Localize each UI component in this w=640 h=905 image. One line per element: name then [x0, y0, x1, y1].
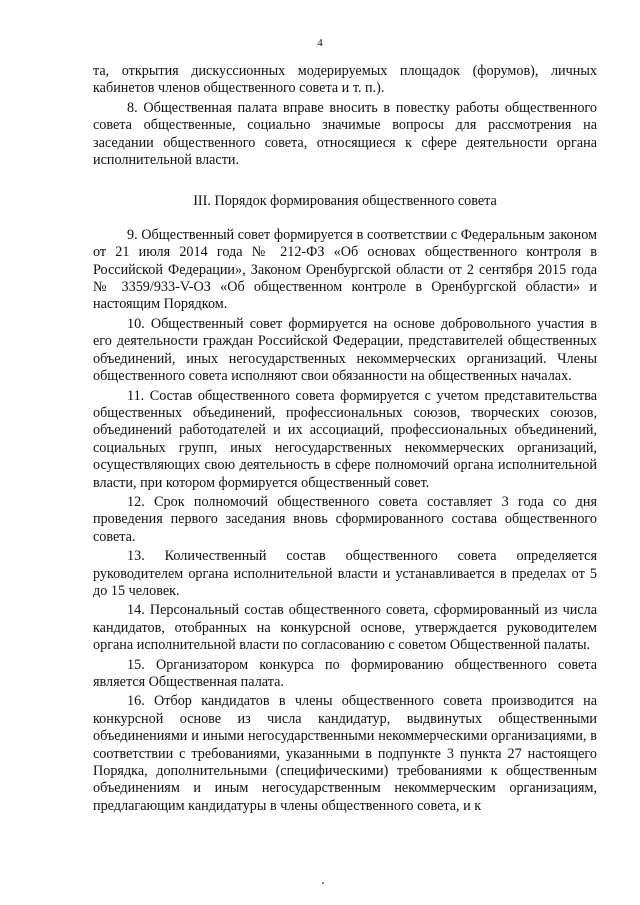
paragraph-12: 12. Срок полномочий общественного совета составляет 3 года со дня проведения первого заседания вновь сформированного состава общественного совета. — [93, 493, 597, 545]
scan-dot — [322, 882, 324, 884]
paragraph-continued: та, открытия дискуссионных модерируемых площадок (форумов), личных кабинетов членов общественного совета и т. п.). — [93, 63, 597, 97]
paragraph-11: 11. Состав общественного совета формируется с учетом представительства общественных объединений, профессиональных союзов, творческих союзов, объединений работодателей и их ассоциаций, профессиональных объединений, социальных групп, иных негосударственных некоммерческих организаций, осуществляющих свою деятельность в сфере полномочий органа исполнительной власти, при котором формируется общественный совет. — [93, 387, 597, 491]
paragraph-9: 9. Общественный совет формируется в соответствии с Федеральным законом от 21 июля 2014 года № 212-ФЗ «Об основах общественного контроля в Российской Федерации», Законом Оренбургской области от 2 сентября 2015 года № 3359/933-V-ОЗ «Об общественном контроле в Оренбургской области» и настоящим Порядком. — [93, 226, 597, 313]
page-number: 4 — [317, 37, 323, 49]
paragraph-10: 10. Общественный совет формируется на основе добровольного участия в его деятельности граждан Российской Федерации, представителей общественных объединений, иных негосударственных некоммерческих организаций. Члены общественного совета исполняют свои обязанности на общественных началах. — [93, 315, 597, 385]
paragraph-8: 8. Общественная палата вправе вносить в повестку работы общественного совета общественные, социально значимые вопросы для рассмотрения на заседании общественного совета, относящиеся к сфере деятельности органа исполнительной власти. — [93, 99, 597, 169]
section-heading: III. Порядок формирования общественного совета — [193, 193, 497, 210]
paragraph-16: 16. Отбор кандидатов в члены общественного совета производится на конкурсной основе из числа кандидатур, выдвинутых общественными объединениями и иными негосударственными некоммерческими организациями, в соответствии с требованиями, указанными в подпункте 3 пункта 27 настоящего Порядка, дополнительными (специфическими) требованиями к общественным объединениям и иным негосударственным некоммерческим организациям, предлагающим кандидатуры в члены общественного совета, и к — [93, 693, 597, 814]
document-body — [93, 63, 597, 817]
paragraph-15: 15. Организатором конкурса по формированию общественного совета является Общественная палата. — [93, 656, 597, 690]
paragraph-13: 13. Количественный состав общественного совета определяется руководителем органа исполнительной власти и устанавливается в пределах от 5 до 15 человек. — [93, 548, 597, 599]
paragraph-14: 14. Персональный состав общественного совета, сформированный из числа кандидатов, отобранных на конкурсной основе, утверждается руководителем органа исполнительной власти по согласованию с советом Общественной палаты. — [93, 602, 597, 654]
